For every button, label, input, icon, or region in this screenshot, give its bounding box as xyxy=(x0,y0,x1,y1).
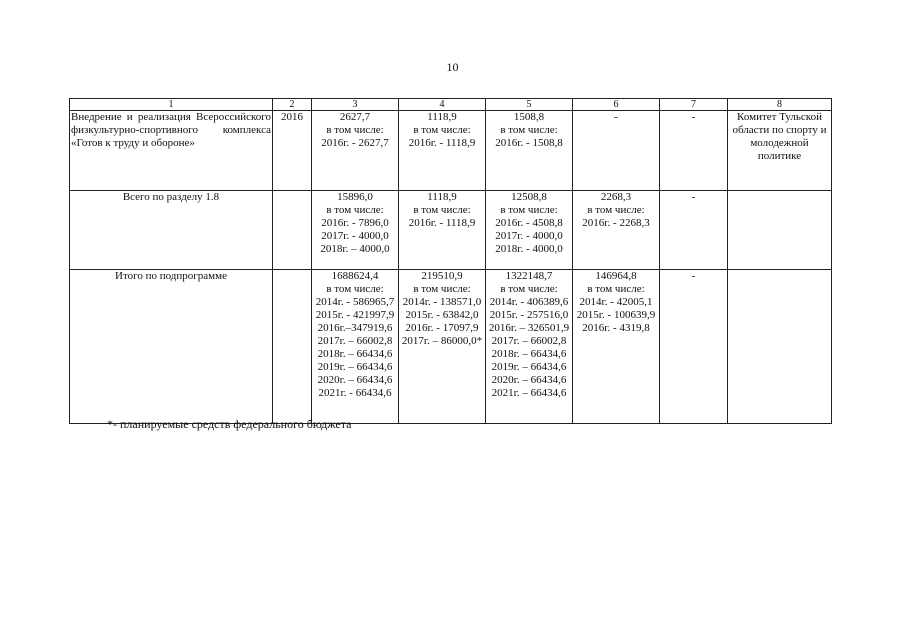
footnote: *- планируемые средств федерального бюджета xyxy=(107,417,352,431)
activity-description: Внедрение и реализация Всероссийского физкультурно-спортивного комплекса «Готов к труду и обороне» xyxy=(70,111,273,191)
cell-line: - xyxy=(691,191,696,203)
cell-line: 2018г. – 66434,6 xyxy=(317,348,393,360)
budget-table xyxy=(69,98,832,424)
column-header: 5 xyxy=(486,99,573,111)
page-number: 10 xyxy=(446,60,459,74)
column-header: 3 xyxy=(312,99,399,111)
cell-line: 2017г. – 86000,0* xyxy=(401,335,483,347)
cell-line: 2014г. - 586965,7 xyxy=(315,296,395,308)
cell-line: в том числе: xyxy=(500,204,558,216)
cell-line: 1688624,4 xyxy=(331,270,379,282)
cell-line: 2017г. - 4000,0 xyxy=(495,230,563,242)
municipal-funding-cell xyxy=(573,111,660,191)
column-header: 6 xyxy=(573,99,660,111)
cell-line: 2019г. – 66434,6 xyxy=(317,361,393,373)
responsible-executor xyxy=(728,191,832,270)
cell-line: 2016г.–347919,6 xyxy=(317,322,393,334)
table-row xyxy=(70,191,832,270)
cell-line: в том числе: xyxy=(587,283,645,295)
cell-line: 2016г. - 4508,8 xyxy=(495,217,563,229)
cell-line: 2627,7 xyxy=(339,111,371,123)
cell-line: 2020г. – 66434,6 xyxy=(491,374,567,386)
cell-line: 2018г. – 66434,6 xyxy=(491,348,567,360)
column-header: 2 xyxy=(273,99,312,111)
cell-line: 2015г. - 257516,0 xyxy=(489,309,569,321)
cell-line: 2014г. - 138571,0 xyxy=(402,296,482,308)
municipal-funding-cell xyxy=(573,191,660,270)
cell-line: 2017г. – 66002,8 xyxy=(491,335,567,347)
cell-line: 2015г. - 421997,9 xyxy=(315,309,395,321)
cell-line: 2014г. - 406389,6 xyxy=(489,296,569,308)
cell-line: 2018г. – 4000,0 xyxy=(320,243,390,255)
cell-line: 12508,8 xyxy=(511,191,547,203)
total-funding-cell xyxy=(312,270,399,424)
cell-line: 2016г. - 1118,9 xyxy=(408,137,476,149)
cell-line: 2015г. - 63842,0 xyxy=(405,309,479,321)
cell-line: 2018г. - 4000,0 xyxy=(495,243,563,255)
cell-line: 2017г. - 4000,0 xyxy=(321,230,389,242)
column-header: 8 xyxy=(728,99,832,111)
cell-line: - xyxy=(691,270,696,282)
other-funding-cell xyxy=(660,191,728,270)
section-total-label: Всего по разделу 1.8 xyxy=(70,191,273,270)
cell-line: 2016г. - 2268,3 xyxy=(582,217,650,229)
cell-line: 2017г. – 66002,8 xyxy=(317,335,393,347)
cell-line: - xyxy=(614,111,618,123)
other-funding-cell xyxy=(660,111,728,191)
cell-line: в том числе: xyxy=(500,283,558,295)
federal-funding-cell xyxy=(399,111,486,191)
cell-line: в том числе: xyxy=(413,283,471,295)
municipal-funding-cell xyxy=(573,270,660,424)
cell-line: в том числе: xyxy=(326,204,384,216)
cell-line: в том числе: xyxy=(326,124,384,136)
cell-line: 2021г. – 66434,6 xyxy=(491,387,567,399)
cell-line: 1118,9 xyxy=(427,191,457,203)
cell-line: 2016г. - 4319,8 xyxy=(582,322,650,334)
cell-line: в том числе: xyxy=(500,124,558,136)
regional-funding-cell xyxy=(486,270,573,424)
cell-line: 2016г. – 326501,9 xyxy=(488,322,570,334)
year-cell: 2016 xyxy=(273,111,312,191)
cell-line: в том числе: xyxy=(413,204,471,216)
cell-line: 2020г. – 66434,6 xyxy=(317,374,393,386)
cell-line: 2268,3 xyxy=(600,191,632,203)
column-header: 7 xyxy=(660,99,728,111)
responsible-executor xyxy=(728,270,832,424)
federal-funding-cell xyxy=(399,191,486,270)
cell-line: 2015г. - 100639,9 xyxy=(576,309,656,321)
cell-line: 2014г. - 42005,1 xyxy=(579,296,653,308)
year-cell xyxy=(273,191,312,270)
table-row xyxy=(70,111,832,191)
year-cell xyxy=(273,270,312,424)
regional-funding-cell xyxy=(486,111,573,191)
cell-line: 2016г. - 1508,8 xyxy=(495,137,563,149)
table-header-row xyxy=(70,99,832,111)
other-funding-cell xyxy=(660,270,728,424)
cell-line: 15896,0 xyxy=(337,191,373,203)
cell-line: 2016г. - 17097,9 xyxy=(405,322,479,334)
cell-line: 2021г. - 66434,6 xyxy=(318,387,392,399)
cell-line: - xyxy=(691,111,696,123)
cell-line: 1118,9 xyxy=(427,111,457,123)
cell-line: 1508,8 xyxy=(513,111,545,123)
cell-line: в том числе: xyxy=(413,124,471,136)
cell-line: 2016г. - 1118,9 xyxy=(408,217,476,229)
cell-line: 2019г. – 66434,6 xyxy=(491,361,567,373)
total-funding-cell xyxy=(312,111,399,191)
table-row xyxy=(70,270,832,424)
cell-line: в том числе: xyxy=(587,204,645,216)
regional-funding-cell xyxy=(486,191,573,270)
column-header: 4 xyxy=(399,99,486,111)
federal-funding-cell xyxy=(399,270,486,424)
cell-line: 146964,8 xyxy=(595,270,637,282)
column-header: 1 xyxy=(70,99,273,111)
cell-line: 1322148,7 xyxy=(505,270,553,282)
total-funding-cell xyxy=(312,191,399,270)
cell-line: 2016г. - 2627,7 xyxy=(321,137,389,149)
cell-line: 2016г. - 7896,0 xyxy=(321,217,389,229)
responsible-executor: Комитет Тульской области по спорту и молодежной политике xyxy=(728,111,832,191)
subprogram-total-label: Итого по подпрограмме xyxy=(70,270,273,424)
cell-line: в том числе: xyxy=(326,283,384,295)
cell-line: 219510,9 xyxy=(421,270,463,282)
